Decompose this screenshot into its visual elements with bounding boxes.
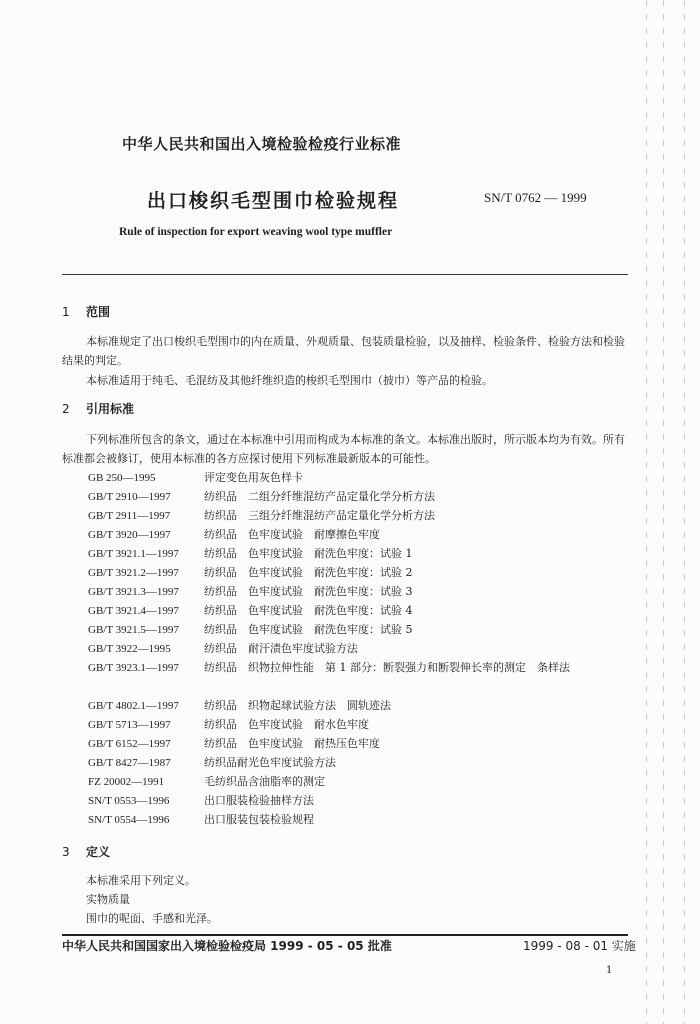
reference-title: 纺织品 织物拉伸性能 第 1 部分：断裂强力和断裂伸长率的测定 条样法 [204, 661, 570, 674]
reference-item [88, 525, 614, 544]
scan-edge-mark [684, 0, 685, 1024]
footer-approval: 中华人民共和国国家出入境检验检疫局 1999 - 05 - 05 批准 [62, 939, 392, 953]
section-1-heading [62, 303, 110, 320]
reference-code: GB/T 3921.5—1997 [88, 624, 179, 636]
reference-title: 出口服装检验抽样方法 [204, 794, 314, 807]
reference-title: 纺织品 色牢度试验 耐摩擦色牢度 [204, 528, 380, 541]
reference-title: 纺织品 色牢度试验 耐洗色牢度：试验 4 [204, 604, 413, 617]
reference-code: FZ 20002—1991 [88, 776, 165, 788]
reference-item [88, 620, 614, 639]
reference-item [88, 810, 614, 829]
reference-item [88, 506, 614, 525]
reference-item [88, 601, 614, 620]
reference-item [88, 696, 614, 715]
footer-divider [62, 934, 628, 936]
reference-item [88, 772, 614, 791]
reference-code: GB/T 3921.4—1997 [88, 605, 179, 617]
reference-title: 纺织品 色牢度试验 耐洗色牢度：试验 5 [204, 623, 413, 636]
section-2-intro: 下列标准所包含的条文，通过在本标准中引用而构成为本标准的条文。本标准出版时，所示版本均为有效。所有标准都会被修订，使用本标准的各方应探讨使用下列标准最新版本的可能性。 [62, 433, 625, 465]
reference-title: 纺织品耐光色牢度试验方法 [204, 756, 336, 769]
page-number: 1 [606, 965, 613, 976]
reference-item [88, 563, 614, 582]
reference-title: 出口服装包装检验规程 [204, 813, 314, 826]
reference-code: GB/T 2911—1997 [88, 510, 171, 522]
reference-item [88, 715, 614, 734]
reference-title: 纺织品 色牢度试验 耐热压色牢度 [204, 737, 380, 750]
reference-title: 纺织品 色牢度试验 耐洗色牢度：试验 3 [204, 585, 413, 598]
reference-code: GB/T 3921.1—1997 [88, 548, 179, 560]
reference-code: GB/T 3922—1995 [88, 643, 171, 655]
reference-item [88, 487, 614, 506]
reference-title: 纺织品 三组分纤维混纺产品定量化学分析方法 [204, 509, 435, 522]
reference-item [88, 658, 614, 696]
section-1-paragraph: 本标准适用于纯毛、毛混纺及其他纤维织造的梭织毛型围巾（披巾）等产品的检验。 [86, 374, 493, 387]
scan-edge-mark [663, 0, 664, 1024]
reference-list [88, 468, 614, 829]
section-3-heading [62, 843, 110, 860]
section-1-number: 1 [62, 305, 70, 319]
standard-code: SN/T 0762 — 1999 [484, 190, 587, 205]
section-3-line: 本标准采用下列定义。 [86, 874, 196, 887]
reference-code: GB/T 6152—1997 [88, 738, 171, 750]
reference-code: GB/T 5713—1997 [88, 719, 171, 731]
footer-effective-date: 1999 - 08 - 01 实施 [523, 939, 636, 953]
reference-code: GB/T 3920—1997 [88, 529, 171, 541]
reference-code: GB/T 3923.1—1997 [88, 662, 179, 674]
reference-item [88, 639, 614, 658]
document-subtitle-english: Rule of inspection for export weaving wool type muffler [119, 226, 393, 238]
header-divider [62, 274, 628, 275]
document-title: 出口梭织毛型围巾检验规程 [147, 190, 400, 212]
standard-type-heading: 中华人民共和国出入境检验检疫行业标准 [122, 135, 402, 153]
section-2-heading [62, 400, 134, 417]
reference-title: 纺织品 二组分纤维混纺产品定量化学分析方法 [204, 490, 435, 503]
reference-code: GB/T 8427—1987 [88, 757, 171, 769]
reference-title: 纺织品 色牢度试验 耐水色牢度 [204, 718, 369, 731]
section-2-title: 引用标准 [86, 402, 135, 416]
reference-item [88, 734, 614, 753]
reference-title: 纺织品 色牢度试验 耐洗色牢度：试验 2 [204, 566, 413, 579]
reference-title: 评定变色用灰色样卡 [204, 471, 303, 484]
section-2-number: 2 [62, 402, 70, 416]
reference-item [88, 753, 614, 772]
reference-title: 纺织品 耐汗渍色牢度试验方法 [204, 642, 358, 655]
section-3-term: 实物质量 [86, 893, 130, 906]
scan-edge-mark [646, 0, 647, 1024]
reference-title: 纺织品 织物起球试验方法 圆轨迹法 [204, 699, 391, 712]
reference-item [88, 544, 614, 563]
section-1-title: 范围 [86, 305, 111, 319]
reference-item [88, 468, 614, 487]
reference-code: SN/T 0554—1996 [88, 814, 170, 826]
section-3-definition: 围巾的呢面、手感和光泽。 [86, 912, 218, 925]
section-1-paragraph: 本标准规定了出口梭织毛型围巾的内在质量、外观质量、包装质量检验，以及抽样、检验条件、检验方法和检验结果的判定。 [62, 335, 625, 367]
reference-code: GB 250—1995 [88, 472, 156, 484]
reference-item [88, 791, 614, 810]
reference-title: 纺织品 色牢度试验 耐洗色牢度：试验 1 [204, 547, 413, 560]
reference-code: GB/T 2910—1997 [88, 491, 171, 503]
section-3-number: 3 [62, 845, 70, 859]
reference-title: 毛纺织品含油脂率的测定 [204, 775, 325, 788]
reference-item [88, 582, 614, 601]
reference-code: GB/T 3921.3—1997 [88, 586, 179, 598]
reference-code: GB/T 4802.1—1997 [88, 700, 179, 712]
section-3-title: 定义 [86, 845, 111, 859]
reference-code: GB/T 3921.2—1997 [88, 567, 179, 579]
reference-code: SN/T 0553—1996 [88, 795, 170, 807]
